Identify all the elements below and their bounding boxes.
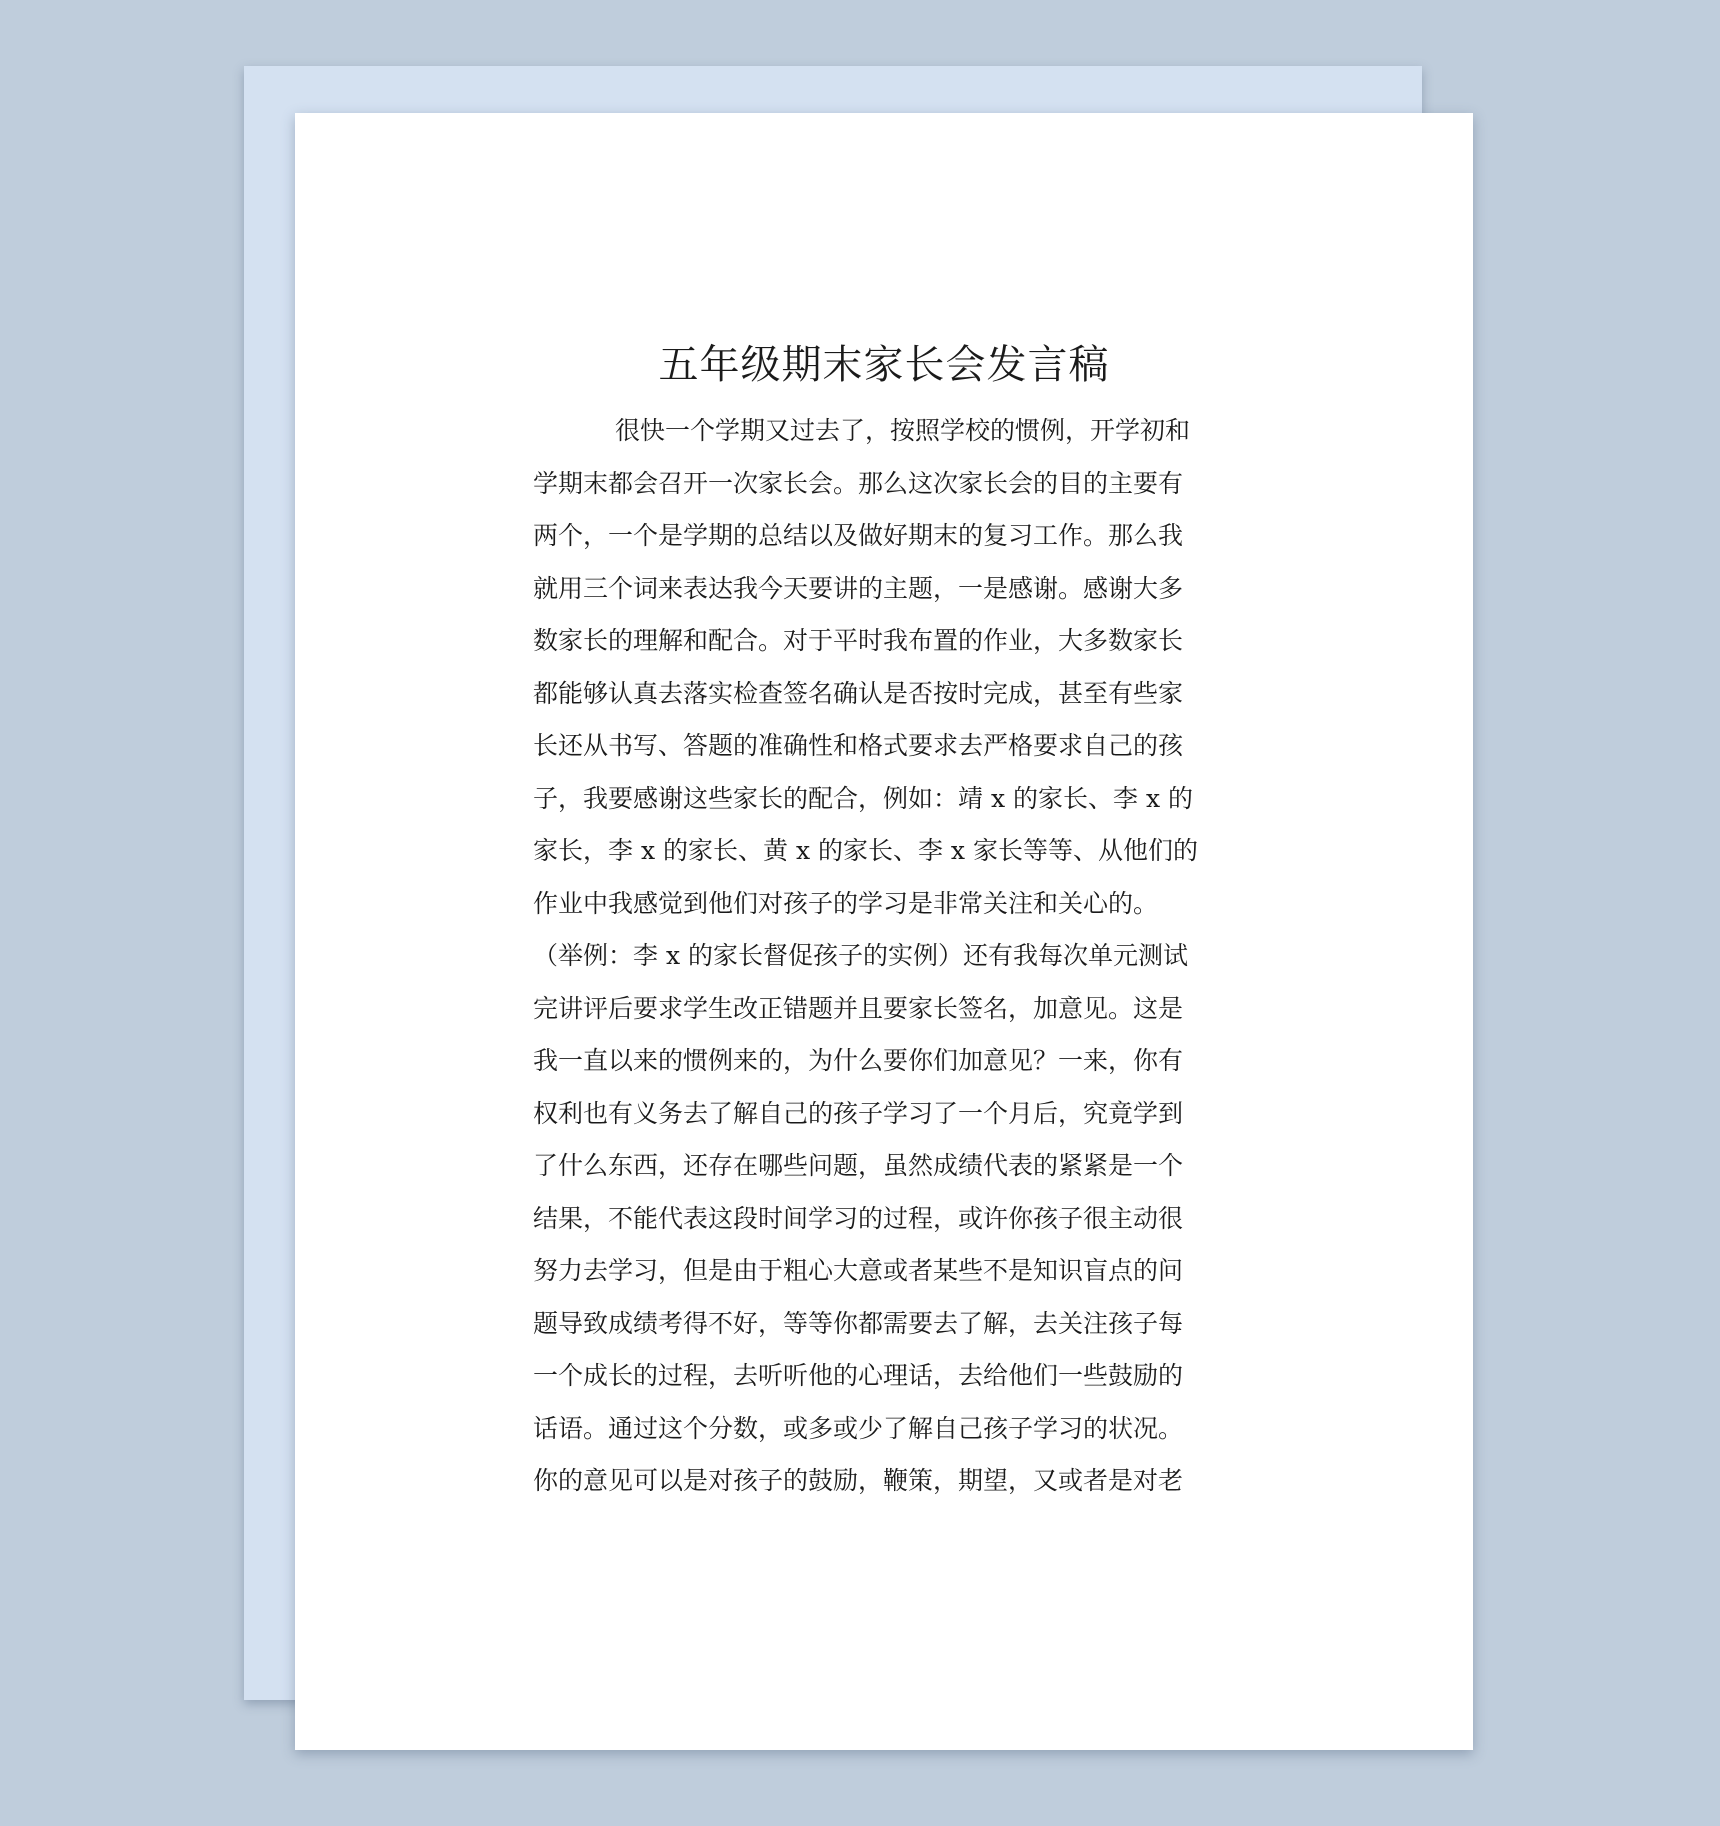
document-page (295, 113, 1473, 1750)
body-line: 一个成长的过程，去听听他的心理话，去给他们一些鼓励的 (533, 1361, 1184, 1390)
body-line: 数家长的理解和配合。对于平时我布置的作业，大多数家长 (533, 626, 1184, 655)
body-line: 两个，一个是学期的总结以及做好期末的复习工作。那么我 (533, 521, 1184, 550)
body-line: 很快一个学期又过去了，按照学校的惯例，开学初和 (615, 416, 1191, 445)
body-line: 结果，不能代表这段时间学习的过程，或许你孩子很主动很 (533, 1203, 1184, 1233)
document-body (533, 405, 1253, 1508)
body-line: 长还从书写、答题的准确性和格式要求去严格要求自己的孩 (533, 731, 1184, 760)
body-line: 作业中我感觉到他们对孩子的学习是非常关注和关心的。 (533, 888, 1159, 918)
body-line: 题导致成绩考得不好，等等你都需要去了解，去关注孩子每 (533, 1308, 1184, 1338)
body-line: 家长，李 x 的家长、黄 x 的家长、李 x 家长等等、从他们的 (533, 836, 1198, 865)
body-line: 权利也有义务去了解自己的孩子学习了一个月后，究竟学到 (533, 1098, 1184, 1128)
body-line: 就用三个词来表达我今天要讲的主题，一是感谢。感谢大多 (533, 573, 1184, 603)
body-line: 我一直以来的惯例来的，为什么要你们加意见？一来，你有 (533, 1046, 1184, 1075)
body-line: 你的意见可以是对孩子的鼓励，鞭策，期望，又或者是对老 (533, 1466, 1184, 1495)
body-line: 了什么东西，还存在哪些问题，虽然成绩代表的紧紧是一个 (533, 1151, 1184, 1180)
body-line: （举例：李 x 的家长督促孩子的实例）还有我每次单元测试 (533, 941, 1188, 970)
body-line: 努力去学习，但是由于粗心大意或者某些不是知识盲点的问 (533, 1256, 1184, 1285)
body-line: 子，我要感谢这些家长的配合，例如：靖 x 的家长、李 x 的 (533, 783, 1193, 813)
body-line: 完讲评后要求学生改正错题并且要家长签名，加意见。这是 (533, 993, 1184, 1023)
body-line: 话语。通过这个分数，或多或少了解自己孩子学习的状况。 (533, 1413, 1184, 1443)
body-line: 学期末都会召开一次家长会。那么这次家长会的目的主要有 (533, 468, 1184, 498)
document-title: 五年级期末家长会发言稿 (658, 342, 1110, 388)
body-line: 都能够认真去落实检查签名确认是否按时完成，甚至有些家 (533, 678, 1184, 708)
